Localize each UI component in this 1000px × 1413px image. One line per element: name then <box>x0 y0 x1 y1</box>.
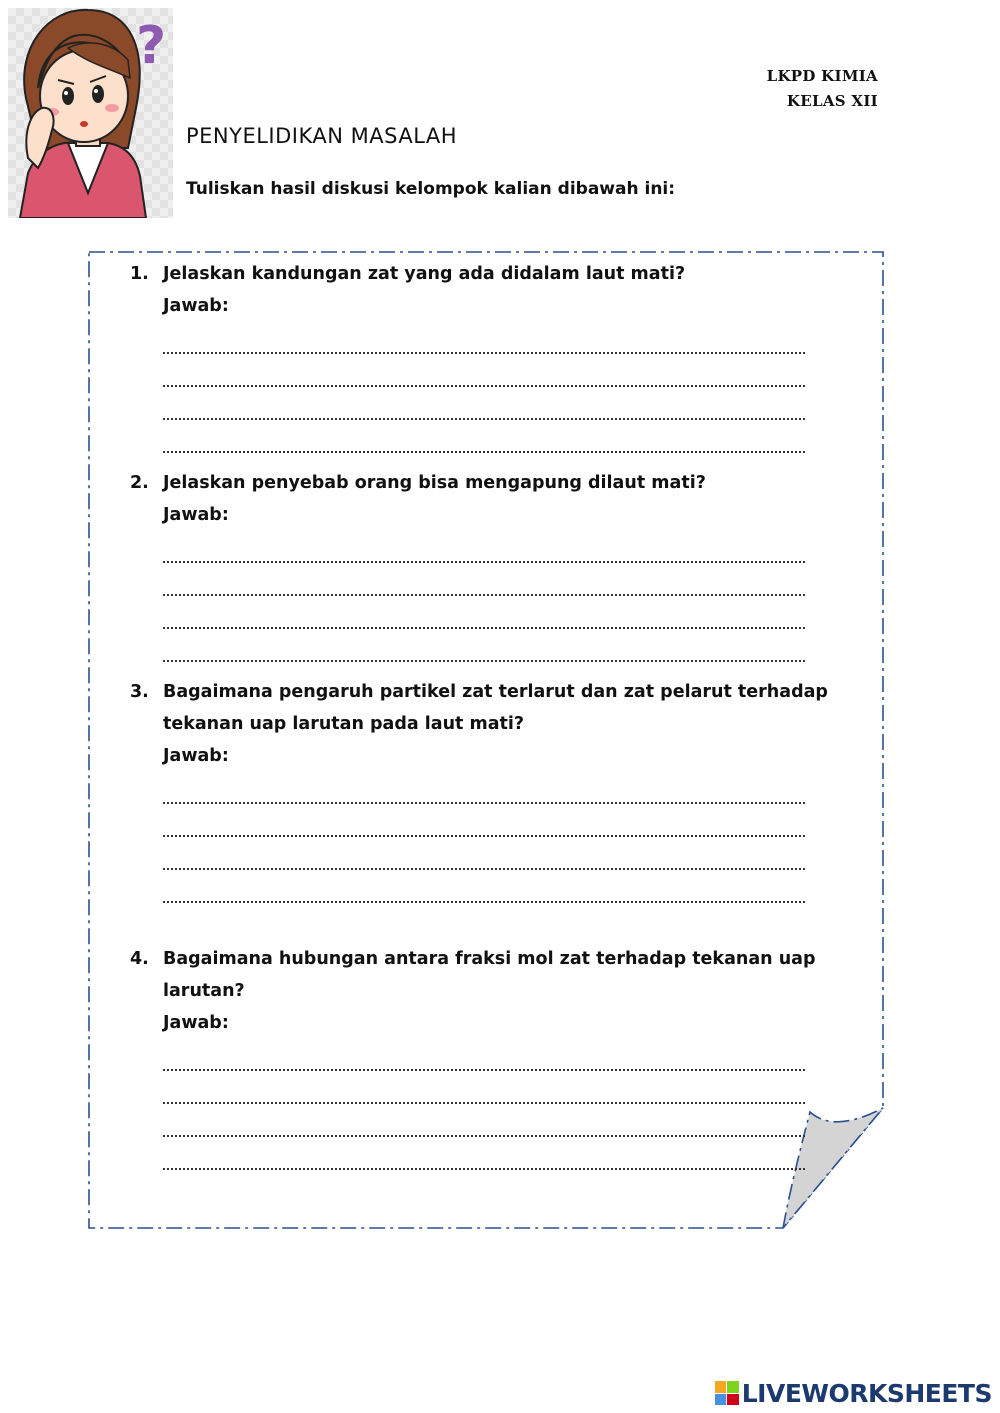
question-text: Jelaskan penyebab orang bisa mengapung dilaut mati? <box>163 473 706 493</box>
answer-line[interactable] <box>163 531 805 563</box>
question-item <box>130 258 830 453</box>
question-text: Bagaimana hubungan antara fraksi mol zat terhadap tekanan uap larutan? <box>163 949 816 1001</box>
instruction-text: Tuliskan hasil diskusi kelompok kalian dibawah ini: <box>186 179 676 199</box>
grade-label: KELAS XII <box>786 92 878 110</box>
answer-line[interactable] <box>163 596 805 629</box>
answer-line[interactable] <box>163 629 805 662</box>
question-item <box>130 943 830 1170</box>
question-prompt <box>130 676 830 740</box>
question-number: 2. <box>130 473 149 493</box>
answer-line[interactable] <box>163 772 805 804</box>
answer-label: Jawab: <box>163 1013 229 1033</box>
answer-label: Jawab: <box>163 505 229 525</box>
answer-line[interactable] <box>163 837 805 870</box>
answer-line[interactable] <box>163 354 805 387</box>
answer-line[interactable] <box>163 1039 805 1071</box>
question-text: Bagaimana pengaruh partikel zat terlarut dan zat pelarut terhadap tekanan uap larutan pada laut mati? <box>163 682 828 734</box>
question-text: Jelaskan kandungan zat yang ada didalam laut mati? <box>163 264 686 284</box>
question-number: 1. <box>130 264 149 284</box>
answer-line[interactable] <box>163 1137 805 1170</box>
question-number: 3. <box>130 682 149 702</box>
question-prompt <box>130 258 830 290</box>
answer-line[interactable] <box>163 420 805 453</box>
answer-line[interactable] <box>163 387 805 420</box>
answer-line[interactable] <box>163 563 805 596</box>
question-mark-icon: ? <box>136 16 167 76</box>
question-number: 4. <box>130 949 149 969</box>
question-prompt <box>130 467 830 499</box>
answer-line[interactable] <box>163 870 805 903</box>
question-item <box>130 467 830 662</box>
page-title: PENYELIDIKAN MASALAH <box>186 124 458 148</box>
question-list <box>130 258 830 1170</box>
brand-name: LIVEWORKSHEETS <box>741 1378 992 1408</box>
answer-line[interactable] <box>163 322 805 354</box>
answer-label: Jawab: <box>163 296 229 316</box>
answer-line[interactable] <box>163 804 805 837</box>
answer-line[interactable] <box>163 1071 805 1104</box>
answer-line[interactable] <box>163 1104 805 1137</box>
subject-label: LKPD KIMIA <box>766 67 878 85</box>
logo-grid-icon <box>715 1381 739 1405</box>
question-item <box>130 676 830 903</box>
answer-label: Jawab: <box>163 746 229 766</box>
liveworksheets-logo[interactable] <box>715 1379 992 1407</box>
question-prompt <box>130 943 830 1007</box>
